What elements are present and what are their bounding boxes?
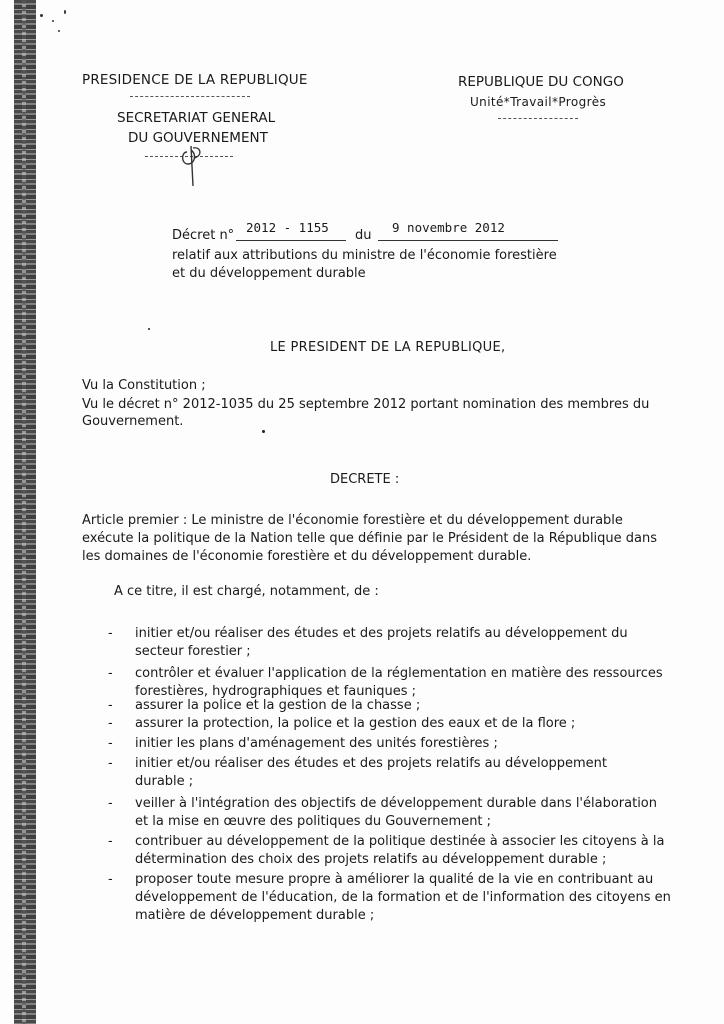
header-divider xyxy=(130,96,250,97)
visa-line: Gouvernement. xyxy=(82,414,184,429)
decree-object-line: relatif aux attributions du ministre de l'économie forestière xyxy=(172,248,557,263)
list-item-line: contribuer au développement de la politique destinée à associer les citoyens à la xyxy=(135,834,665,849)
scan-speck xyxy=(52,20,54,22)
scan-speck xyxy=(262,430,265,433)
article-line: exécute la politique de la Nation telle que définie par le Président de la République dans xyxy=(82,531,658,546)
list-item-line: détermination des choix des projets relatifs au développement durable ; xyxy=(135,852,607,867)
scan-speck xyxy=(64,10,66,14)
list-item-line: forestières, hydrographiques et fauniques ; xyxy=(135,684,417,699)
article-line: les domaines de l'économie forestière et du développement durable. xyxy=(82,549,532,564)
list-item-line: développement de l'éducation, de la formation et de l'information des citoyens en xyxy=(135,890,671,905)
list-bullet: - xyxy=(108,796,113,811)
list-bullet: - xyxy=(108,666,113,681)
decree-date-underline xyxy=(378,240,558,241)
list-item-line: proposer toute mesure propre à améliorer la qualité de la vie en contribuant au xyxy=(135,872,654,887)
decree-label: Décret n° xyxy=(172,228,235,243)
duties-intro: A ce titre, il est chargé, notamment, de : xyxy=(114,584,379,599)
scan-speck xyxy=(40,14,43,17)
decrete-heading: DECRETE : xyxy=(330,472,400,487)
list-bullet: - xyxy=(108,698,113,713)
header-motto: Unité*Travail*Progrès xyxy=(470,95,607,109)
list-item-line: veiller à l'intégration des objectifs de développement durable dans l'élaboration xyxy=(135,796,657,811)
visa-line: Vu la Constitution ; xyxy=(82,378,206,393)
list-bullet: - xyxy=(108,756,113,771)
list-item-line: initier et/ou réaliser des études et des projets relatifs au développement xyxy=(135,756,608,771)
list-item-line: matière de développement durable ; xyxy=(135,908,375,923)
list-bullet: - xyxy=(108,716,113,731)
header-gouvernement: DU GOUVERNEMENT xyxy=(128,130,268,146)
list-item-line: contrôler et évaluer l'application de la réglementation en matière des ressources xyxy=(135,666,663,681)
decree-number: 2012 - 1155 xyxy=(246,220,329,235)
list-bullet: - xyxy=(108,736,113,751)
handwritten-initial xyxy=(175,138,215,190)
list-item-line: durable ; xyxy=(135,774,194,789)
visa-line: Vu le décret n° 2012-1035 du 25 septembre 2012 portant nomination des membres du xyxy=(82,397,650,412)
list-item-line: secteur forestier ; xyxy=(135,644,251,659)
scan-speck xyxy=(58,30,60,32)
list-item-line: assurer la protection, la police et la gestion des eaux et de la flore ; xyxy=(135,716,576,731)
president-heading: LE PRESIDENT DE LA REPUBLIQUE, xyxy=(270,340,506,355)
decree-number-underline xyxy=(236,240,346,241)
list-bullet: - xyxy=(108,626,113,641)
header-presidence: PRESIDENCE DE LA REPUBLIQUE xyxy=(82,72,308,88)
list-item-line: initier les plans d'aménagement des unités forestières ; xyxy=(135,736,498,751)
list-item-line: assurer la police et la gestion de la chasse ; xyxy=(135,698,421,713)
header-divider xyxy=(498,118,578,119)
decree-du: du xyxy=(355,228,372,243)
article-line: Article premier : Le ministre de l'économie forestière et du développement durable xyxy=(82,513,623,528)
list-bullet: - xyxy=(108,872,113,887)
scan-binding-shadow xyxy=(22,0,26,1024)
list-item-line: et la mise en œuvre des politiques du Gouvernement ; xyxy=(135,814,492,829)
header-secretariat: SECRETARIAT GENERAL xyxy=(117,110,276,126)
list-bullet: - xyxy=(108,834,113,849)
scan-speck xyxy=(148,328,150,330)
decree-object-line: et du développement durable xyxy=(172,266,366,281)
list-item-line: initier et/ou réaliser des études et des projets relatifs au développement du xyxy=(135,626,628,641)
header-republique-congo: REPUBLIQUE DU CONGO xyxy=(458,74,624,90)
decree-date: 9 novembre 2012 xyxy=(392,220,505,235)
